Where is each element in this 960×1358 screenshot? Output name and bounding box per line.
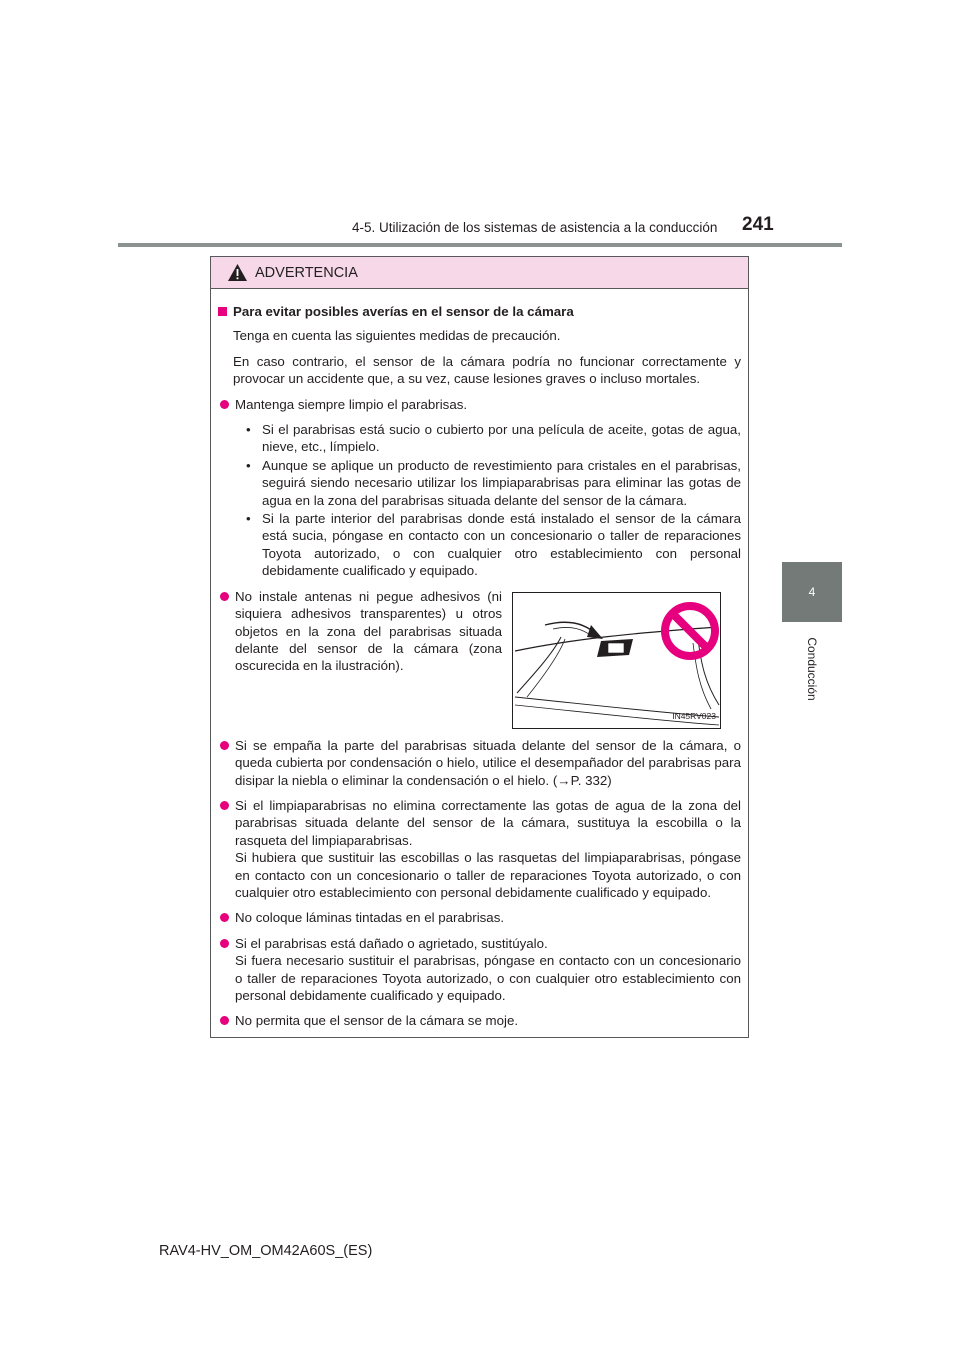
list-item <box>218 935 741 1005</box>
list-item <box>218 1012 741 1029</box>
intro-paragraph: Tenga en cuenta las siguientes medidas de precaución. <box>233 328 561 344</box>
list-item <box>218 797 741 901</box>
circle-bullet-icon <box>220 400 229 409</box>
circle-bullet-icon <box>220 939 229 948</box>
square-bullet-icon <box>218 307 227 316</box>
list-item-text: Si hubiera que sustituir las escobillas o las rasquetas del limpiaparabrisas, póngase en contacto con un concesionario o taller de reparaciones Toyota autorizado, o con cualquier otro establecimiento con personal debidamente cualificado y equipado. <box>235 850 741 900</box>
circle-bullet-icon <box>220 913 229 922</box>
sub-list-item-text: Si el parabrisas está sucio o cubierto por una película de aceite, gotas de agua, nieve, etc., límpielo. <box>262 422 741 455</box>
list-item-text: No instale antenas ni pegue adhesivos (ni siquiera adhesivos transparentes) u otros objetos en la zona del parabrisas situada delante del sensor de la cámara (zona oscurecida en la ilustración). <box>235 588 502 674</box>
section-heading <box>218 303 741 320</box>
windshield-illustration <box>512 592 721 729</box>
consequence-paragraph: En caso contrario, el sensor de la cámara podría no funcionar correctamente y provocar un accidente que, a su vez, cause lesiones graves o incluso mortales. <box>233 353 741 387</box>
section-heading-text: Para evitar posibles averías en el sensor de la cámara <box>233 304 574 319</box>
header-section-title: 4-5. Utilización de los sistemas de asistencia a la conducción <box>352 220 718 235</box>
list-item <box>218 588 502 729</box>
sub-list-item: • Aunque se aplique un producto de revestimiento para cristales en el parabrisas, seguirá siendo necesario utilizar los limpiaparabrisas para eliminar las gotas de agua en la zona del parabrisas situada delante del sensor de la cámara. <box>246 457 741 508</box>
sub-list-item-text: Aunque se aplique un producto de revestimiento para cristales en el parabrisas, seguirá siendo necesario utilizar los limpiaparabrisas para eliminar las gotas de agua en la zona del parabrisas situada delante del sensor de la cámara. <box>262 457 741 508</box>
warning-triangle-icon <box>227 263 248 282</box>
list-item <box>218 396 741 413</box>
warning-header <box>211 257 748 289</box>
list-item-text: Si el parabrisas está dañado o agrietado, sustitúyalo. <box>235 935 548 951</box>
list-item-text: Mantenga siempre limpio el parabrisas. <box>235 396 468 412</box>
warning-box <box>210 256 749 1038</box>
list-item-text-group <box>235 935 741 1005</box>
list-item-text: Si se empaña la parte del parabrisas situada delante del sensor de la cámara, o queda cubierta por condensación o hielo, utilice el desempañador del parabrisas para disipar la niebla o eliminar la condensación o el hielo. (→P. 332) <box>235 737 741 788</box>
list-item-text: Si fuera necesario sustituir el parabrisas, póngase en contacto con un concesionario o taller de reparaciones Toyota autorizado, o con cualquier otro establecimiento con personal debidamente cualificado y equipado. <box>235 953 741 1003</box>
circle-bullet-icon <box>220 592 229 601</box>
sub-list-item-text: Si la parte interior del parabrisas donde está instalado el sensor de la cámara está sucia, póngase en contacto con un concesionario o taller de reparaciones Toyota autorizado, o con cualquier otro establecimiento con personal debidamente cualificado y equipado. <box>262 511 741 579</box>
list-item-text-group <box>235 797 741 901</box>
chapter-tab <box>782 562 842 622</box>
list-item <box>218 737 741 789</box>
list-item-text: Si el limpiaparabrisas no elimina correctamente las gotas de agua de la zona del parabrisas situada delante del sensor de la cámara, sustituya la escobilla o la rasqueta del limpiaparabrisas. <box>235 797 741 848</box>
page-number: 241 <box>742 214 774 235</box>
illustration-code: IN45RV023 <box>672 711 716 722</box>
footer-document-code: RAV4-HV_OM_OM42A60S_(ES) <box>159 1243 373 1259</box>
list-item <box>218 909 741 926</box>
warning-body <box>211 289 748 1030</box>
chapter-label: Conducción <box>805 637 819 701</box>
header-rule <box>118 243 842 247</box>
warning-heading: ADVERTENCIA <box>255 264 358 281</box>
sub-list-item: • Si el parabrisas está sucio o cubierto por una película de aceite, gotas de agua, nieve, etc., límpielo. <box>246 422 741 455</box>
list-item-text: No coloque láminas tintadas en el parabrisas. <box>235 910 505 926</box>
circle-bullet-icon <box>220 801 229 810</box>
chapter-number: 4 <box>808 585 816 599</box>
sub-list-item: • Si la parte interior del parabrisas donde está instalado el sensor de la cámara está sucia, póngase en contacto con un concesionario o taller de reparaciones Toyota autorizado, o con cualquier otro establecimiento con personal debidamente cualificado y equipado. <box>246 511 741 579</box>
circle-bullet-icon <box>220 1016 229 1025</box>
illustrated-item <box>218 588 741 729</box>
circle-bullet-icon <box>220 741 229 750</box>
list-item-text: No permita que el sensor de la cámara se moje. <box>235 1013 519 1029</box>
